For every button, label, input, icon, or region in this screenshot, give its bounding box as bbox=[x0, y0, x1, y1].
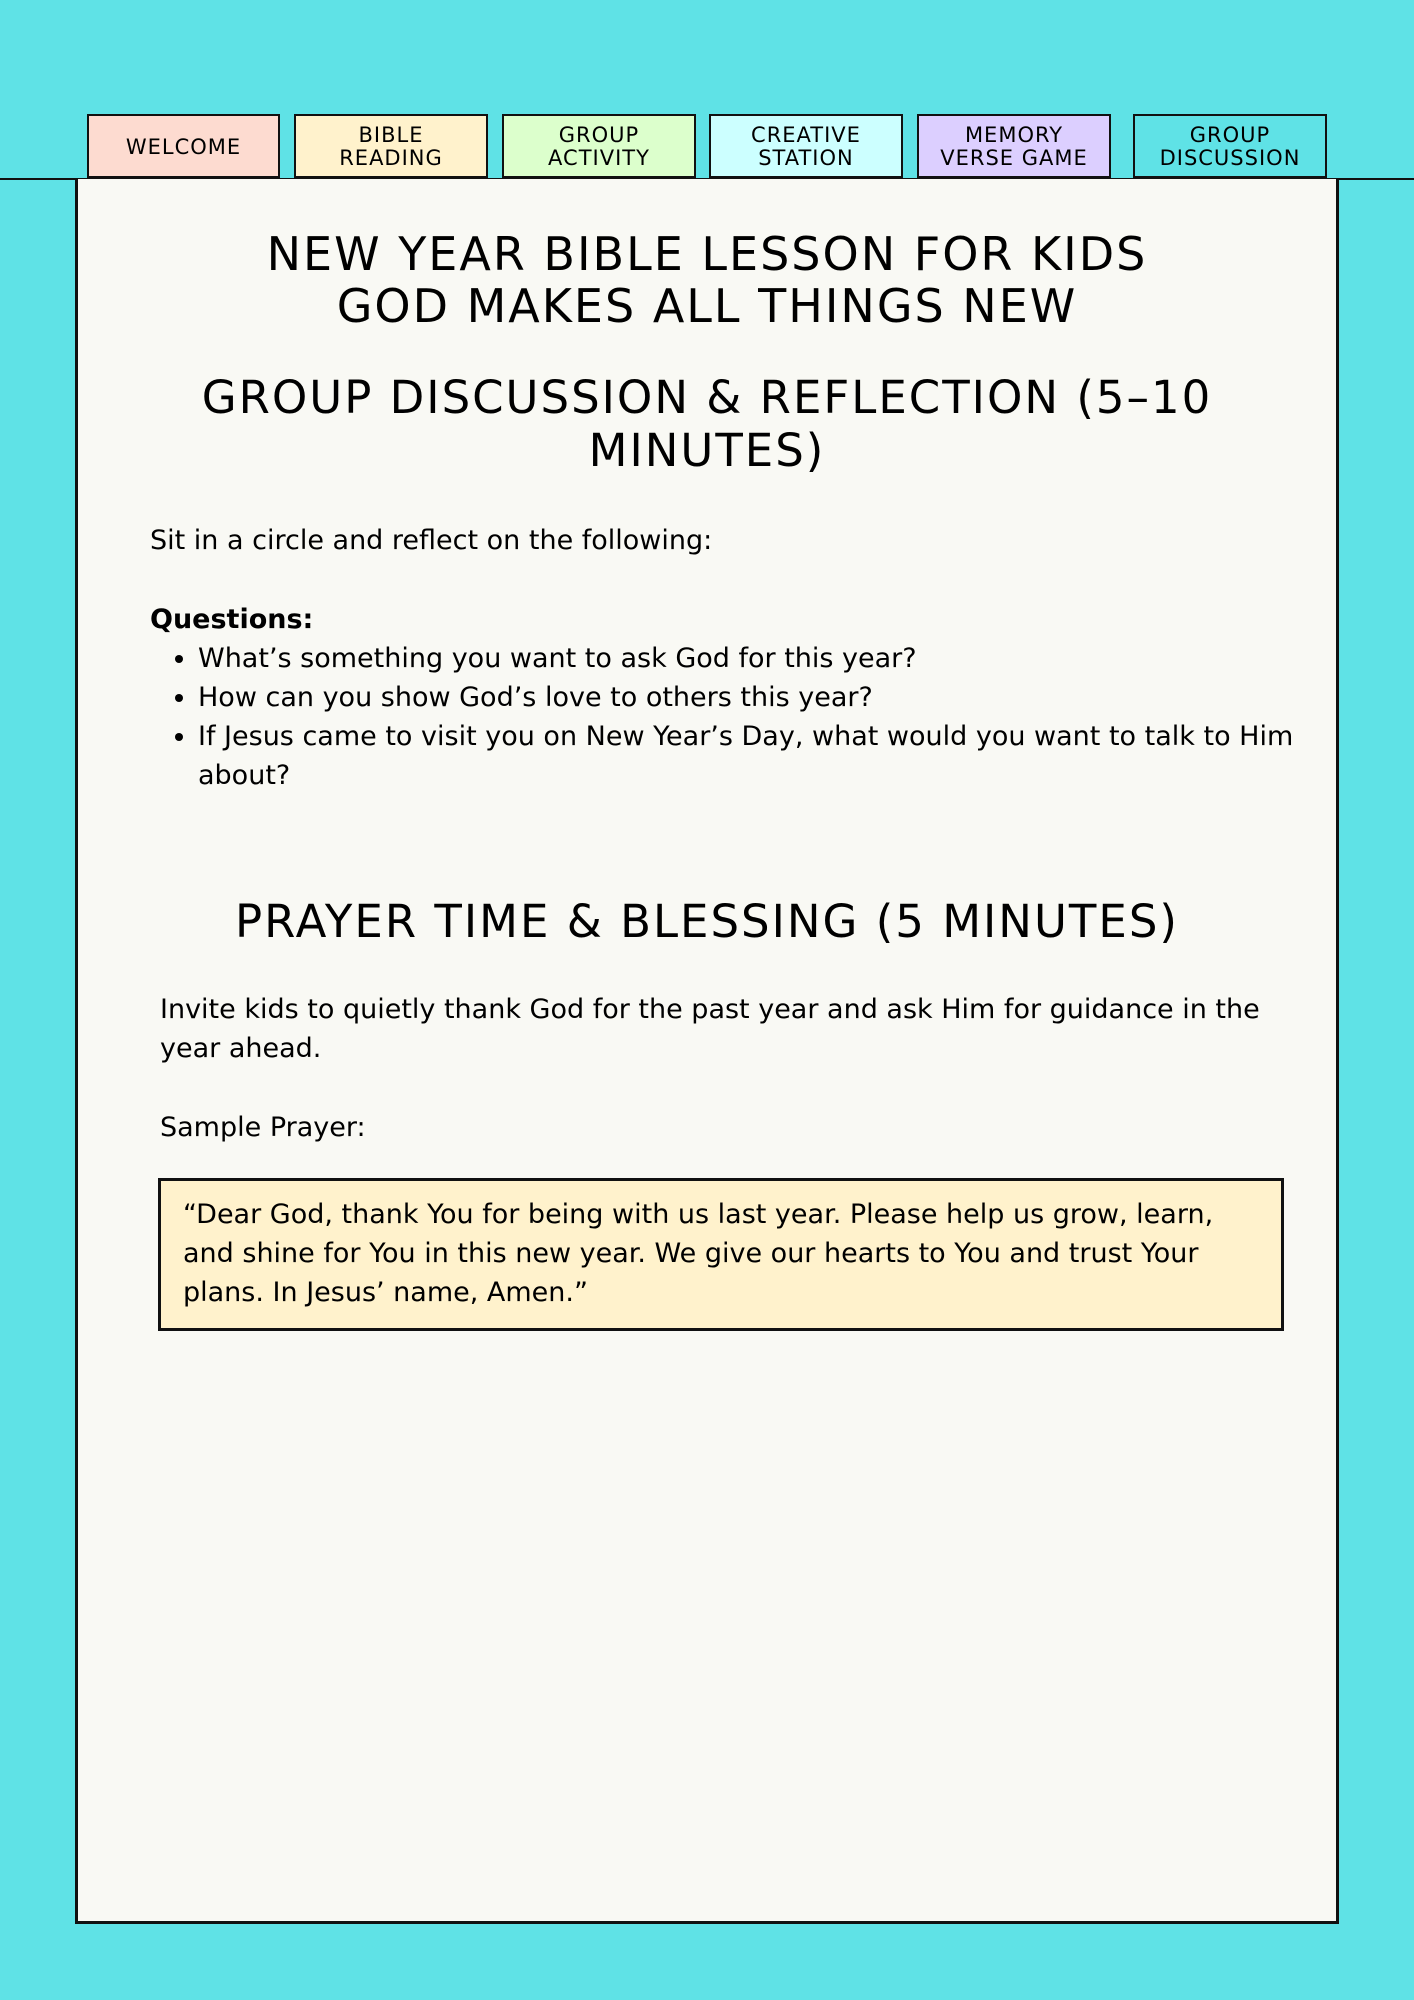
prayer-intro: Invite kids to quietly thank God for the past year and ask Him for guidance in the year ahead. bbox=[160, 994, 1260, 1064]
title-line-2: GOD MAKES ALL THINGS NEW bbox=[336, 279, 1078, 333]
list-item: • How can you show God’s love to others this year? bbox=[198, 678, 1296, 717]
title-line-1: NEW YEAR BIBLE LESSON FOR KIDS bbox=[266, 227, 1148, 281]
lesson-page bbox=[75, 179, 1339, 1924]
tab-creative-station[interactable]: CREATIVE STATION bbox=[709, 114, 903, 178]
list-item: • If Jesus came to visit you on New Year’s Day, what would you want to talk to Him about? bbox=[198, 717, 1296, 795]
tab-memory-verse-game[interactable]: MEMORY VERSE GAME bbox=[917, 114, 1111, 178]
discussion-heading: GROUP DISCUSSION & REFLECTION (5–10 MINUTES) bbox=[201, 371, 1213, 477]
tab-group-discussion[interactable]: GROUP DISCUSSION bbox=[1133, 114, 1327, 178]
page-title bbox=[78, 228, 1336, 332]
list-item: • What’s something you want to ask God for this year? bbox=[198, 639, 1296, 678]
prayer-heading: PRAYER TIME & BLESSING (5 MINUTES) bbox=[235, 895, 1179, 948]
tab-group-activity[interactable]: GROUP ACTIVITY bbox=[502, 114, 696, 178]
questions-heading: Questions: bbox=[150, 604, 314, 635]
sample-prayer-label: Sample Prayer: bbox=[160, 1112, 366, 1143]
discussion-intro: Sit in a circle and reflect on the following: bbox=[150, 525, 713, 556]
sample-prayer-box: “Dear God, thank You for being with us last year. Please help us grow, learn, and shine for You in this new year. We give our hearts to You and trust Your plans. In Jesus’ name, Amen.” bbox=[158, 1178, 1284, 1331]
tab-bible-reading[interactable]: BIBLE READING bbox=[294, 114, 488, 178]
questions-list bbox=[150, 639, 1296, 795]
tab-welcome[interactable]: WELCOME bbox=[87, 114, 280, 178]
